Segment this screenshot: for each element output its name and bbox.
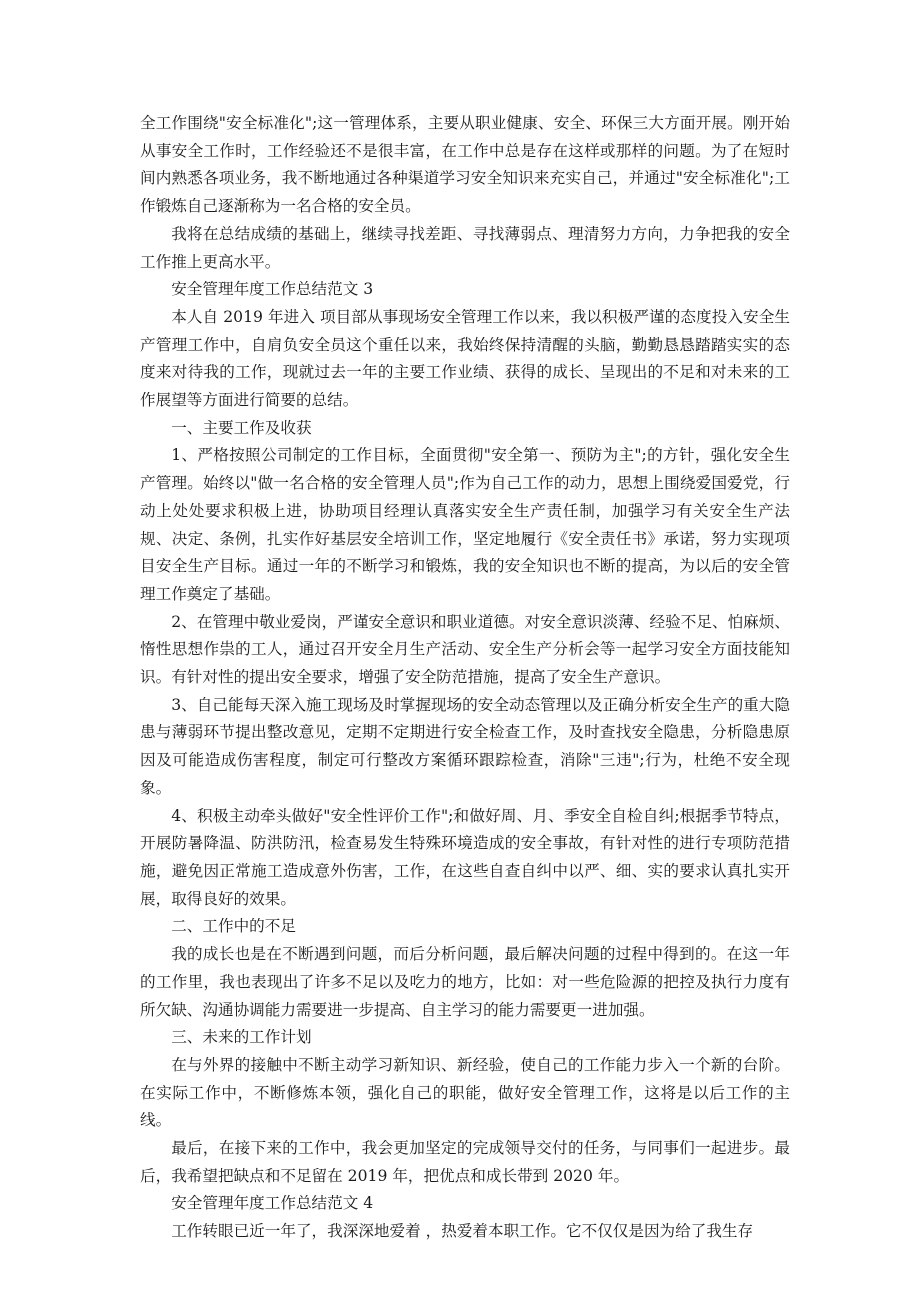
paragraph-body: 我的成长也是在不断遇到问题，而后分析问题，最后解决问题的过程中得到的。在这一年的工作里，我也表现出了许多不足以及吃力的地方，比如：对一些危险源的把控及执行力度有所欠缺、沟通协调能力需要进一步提高、自主学习的能力需要更一进加强。 xyxy=(140,945,790,1019)
section-heading: 三、未来的工作计划 xyxy=(171,1028,312,1047)
paragraph-body: 本人自 2019 年进入 项目部从事现场安全管理工作以来，我以积极严谨的态度投入安全生产管理工作中，自肩负安全员这个重任以来，我始终保持清醒的头脑，勤勤恳恳踏踏实实的态度来对待我的工作，现就过去一年的主要工作业绩、获得的成长、呈现出的不足和对未来的工作展望等方面进行简要的总结。 xyxy=(140,307,790,410)
paragraph-item: 4、积极主动牵头做好"安全性评价工作";和做好周、月、季安全自检自纠;根据季节特点，开展防暑降温、防洪防汛，检查易发生特殊环境造成的安全事故，有针对性的进行专项防范措施，避免因正常施工造成意外伤害，工作，在这些自查自纠中以严、细、实的要求认真扎实开展，取得良好的效果。 xyxy=(140,806,790,908)
paragraph-body: 最后，在接下来的工作中，我会更加坚定的完成领导交付的任务，与同事们一起进步。最后，我希望把缺点和不足留在 2019 年，把优点和成长带到 2020 年。 xyxy=(140,1139,790,1185)
section-heading: 二、工作中的不足 xyxy=(171,917,296,936)
section-title: 安全管理年度工作总结范文 3 xyxy=(171,280,374,299)
section-heading: 一、主要工作及收获 xyxy=(171,418,312,437)
document-page xyxy=(140,110,790,1246)
paragraph-item: 2、在管理中敬业爱岗，严谨安全意识和职业道德。对安全意识淡薄、经验不足、怕麻烦、惰性思想作祟的工人，通过召开安全月生产活动、安全生产分析会等一起学习安全方面技能知识。有针对性的提出安全要求，增强了安全防范措施，提高了安全生产意识。 xyxy=(140,612,790,687)
section-title: 安全管理年度工作总结范文 4 xyxy=(171,1194,374,1213)
paragraph-item: 3、自己能每天深入施工现场及时掌握现场的安全动态管理以及正确分析安全生产的重大隐患与薄弱环节提出整改意见，定期不定期进行安全检查工作，及时查找安全隐患，分析隐患原因及可能造成伤害程度，制定可行整改方案循环跟踪检查，消除"三违";行为，杜绝不安全现象。 xyxy=(140,695,790,797)
paragraph-continuation: 全工作围绕"安全标准化";这一管理体系，主要从职业健康、安全、环保三大方面开展。刚开始从事安全工作时，工作经验还不是很丰富，在工作中总是存在这样或那样的问题。为了在短时间内熟悉各项业务，我不断地通过各种渠道学习安全知识来充实自己，并通过"安全标准化";工作锻炼自己逐渐称为一名合格的安全员。 xyxy=(140,114,790,216)
paragraph-body: 我将在总结成绩的基础上，继续寻找差距、寻找薄弱点、理清努力方向，力争把我的安全工作推上更高水平。 xyxy=(140,224,790,271)
paragraph-item: 1、严格按照公司制定的工作目标，全面贯彻"安全第一、预防为主";的方针，强化安全生产管理。始终以"做一名合格的安全管理人员";作为自己工作的动力，思想上围绕爱国爱党，行动上处处要求积极上进，协助项目经理认真落实安全生产责任制，加强学习有关安全生产法规、决定、条例，扎实作好基层安全培训工作，坚定地履行《安全责任书》承诺，努力实现项目安全生产目标。通过一年的不断学习和锻炼，我的安全知识也不断的提高，为以后的安全管理工作奠定了基础。 xyxy=(140,446,790,603)
paragraph-body: 在与外界的接触中不断主动学习新知识、新经验，使自己的工作能力步入一个新的台阶。在实际工作中，不断修炼本领，强化自己的职能，做好安全管理工作，这将是以后工作的主线。 xyxy=(140,1055,790,1130)
paragraph-body: 工作转眼已近一年了，我深深地爱着 ，热爱着本职工作。它不仅仅是因为给了我生存 xyxy=(171,1222,754,1241)
